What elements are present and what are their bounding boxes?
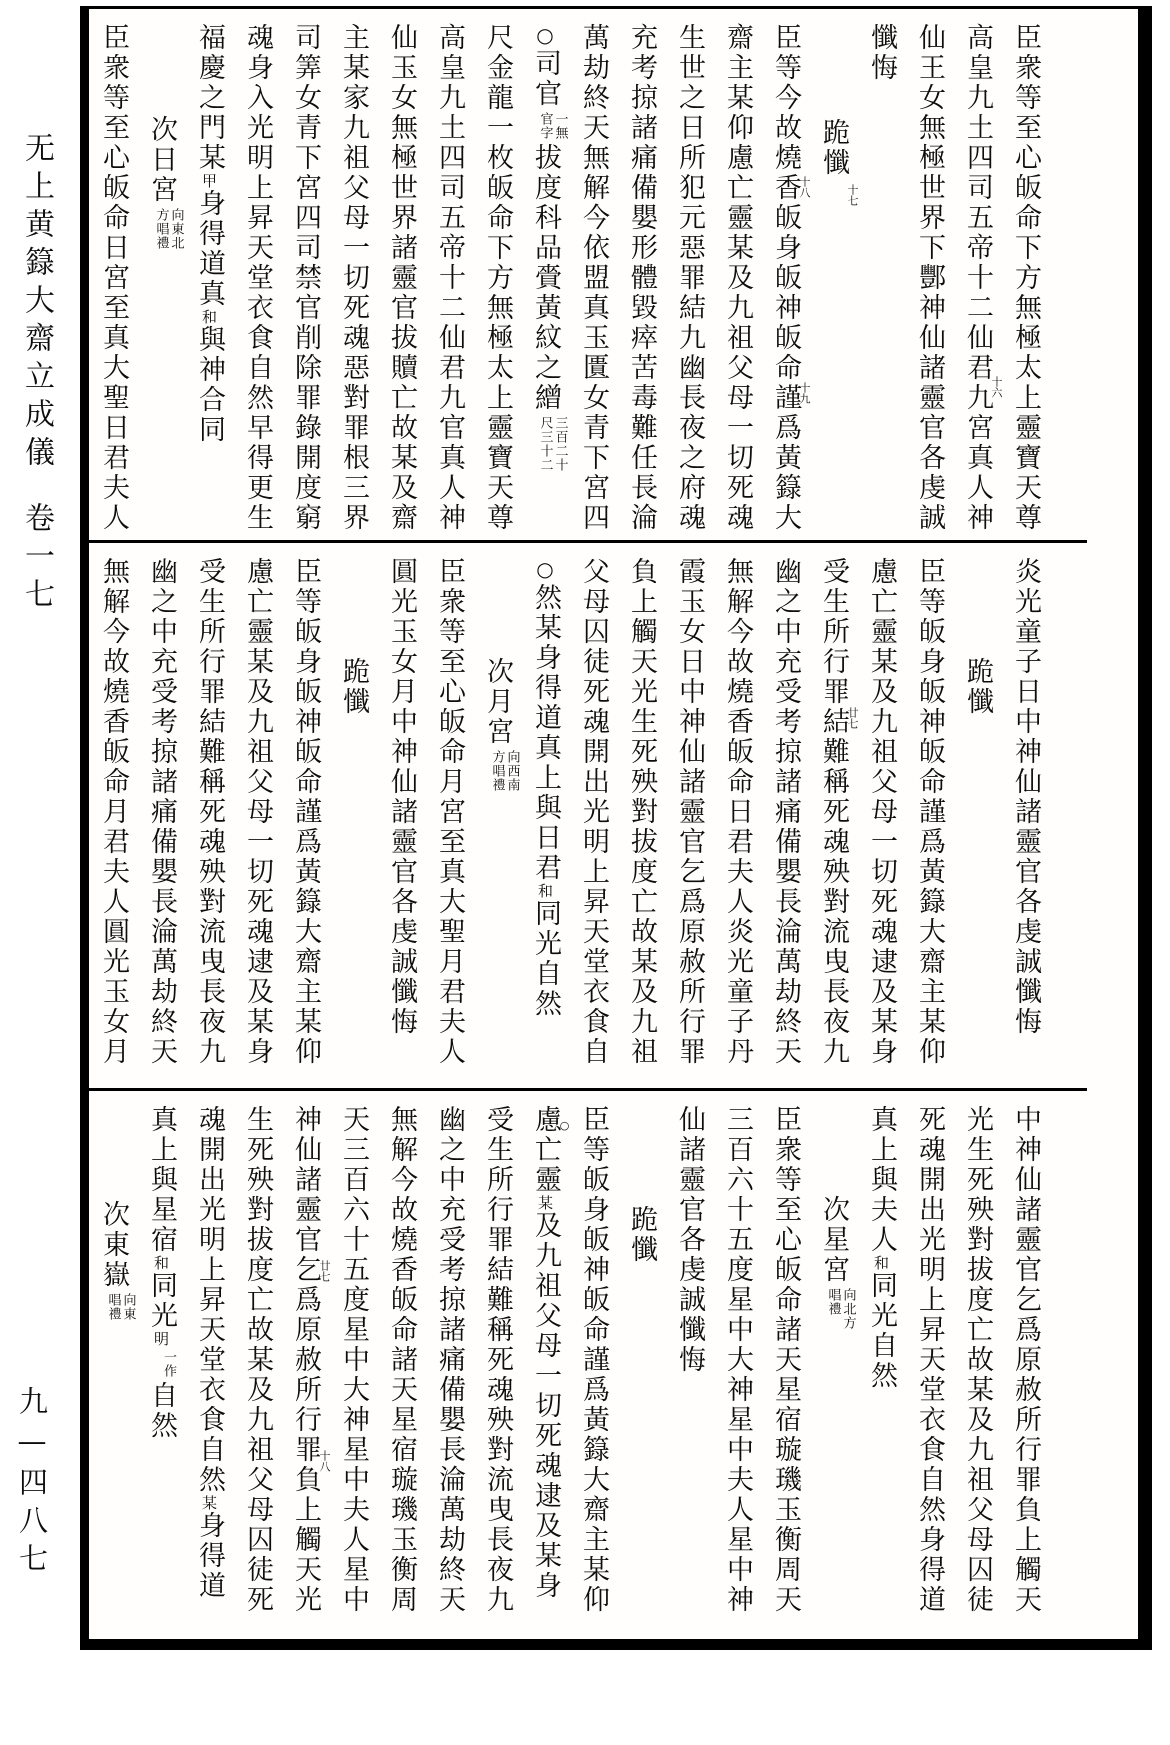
column-text: 中神仙諸靈官乞爲原赦所行罪負上觸天 [1010,1105,1041,1615]
column-text: 跪懺 [818,118,849,178]
column-text: 懺悔 [866,23,897,83]
column-text: 甲 [200,173,218,189]
text-column [89,1105,137,1638]
column-text: 慮亡靈某及九祖父母一切死魂逮及某身 [866,557,897,1067]
page-number: 九—四八七 [15,1386,49,1581]
text-column [905,557,953,1088]
column-text: 臣衆等至心皈命月宮至真大聖月君夫人 [434,557,465,1067]
column-text: 身得道 [194,1511,225,1601]
interlinear-note: 一無 官字 [537,112,568,140]
text-column [233,23,281,540]
column-text: 無解今故燒香皈命月君夫人圓光玉女月 [98,557,129,1067]
text-column [809,1105,857,1638]
text-column [857,557,905,1088]
text-column [905,1105,953,1638]
text-column [569,557,617,1088]
text-column [665,557,713,1088]
interlinear-note: 向東 唱禮 [105,1293,136,1321]
interlinear-note: 一作 [161,1350,176,1378]
text-column [473,1105,521,1638]
text-column [281,23,329,540]
collation-mark: 廿七 [318,1260,331,1282]
text-column [521,557,569,1088]
text-column [233,1105,281,1638]
column-text: 仙王女無極世界下酆神仙諸靈官各虔誠 [914,23,945,533]
column-text: 幽之中充受考掠諸痛備嬰長淪萬劫終天 [770,557,801,1067]
text-column [809,23,857,540]
column-text: 某 [536,1195,554,1211]
column-text: 生世之日所犯元惡罪結九幽長夜之府魂 [674,23,705,533]
column-text: 臣等皈身皈神皈命謹爲黃籙大齋主某仰 [578,1105,609,1615]
text-column [377,1105,425,1638]
volume-label: 卷一七 [19,502,54,616]
collation-mark: 十七 [846,184,859,206]
column-text: 仙玉女無極世界諸靈官拔贖亡故某及齋 [386,23,417,533]
column-text: 無解今故燒香皈命諸天星宿璇璣玉衡周 [386,1105,417,1615]
column-text: 高皇九土四司五帝十二仙君九官真人神 [434,23,465,533]
text-section-bottom [89,1091,1087,1638]
text-column [953,1105,1001,1638]
interlinear-note: 三百二十 尺三十二 [537,416,568,472]
column-text: 跪懺 [626,1205,657,1265]
book-spine-title [14,132,58,616]
text-column [329,23,377,540]
column-text: 魂身入光明上昇天堂衣食自然早得更生 [242,23,273,533]
column-text: 光生死殃對拔度亡故某及九祖父母囚徒 [962,1105,993,1615]
text-column [713,1105,761,1638]
column-text: 同光自然 [530,899,561,1019]
column-text: 慮亡靈某及九祖父母一切死魂逮及某身 [242,557,273,1067]
column-text: 與神合同 [194,325,225,445]
text-column [617,1105,665,1638]
column-text: 臣衆等至心皈命日宮至真大聖日君夫人 [98,23,129,533]
text-column [329,1105,377,1638]
column-text: 天三百六十五度星中大神星中夫人星中 [338,1105,369,1615]
text-column [761,1105,809,1638]
text-column [761,557,809,1088]
column-text: 慮亡靈 [530,1105,561,1195]
column-text: 和 [536,883,554,899]
column-text: 跪懺 [962,657,993,717]
text-column [617,557,665,1088]
text-column [857,23,905,540]
column-text: 真上與星宿 [146,1105,177,1255]
text-column [137,1105,185,1638]
column-text: 炎光童子日中神仙諸靈官各虔誠懺悔 [1010,557,1041,1037]
text-column [761,23,809,540]
column-text: 身得道真 [194,189,225,309]
column-text: 和 [200,309,218,325]
text-column [569,1105,617,1638]
column-text: 福慶之門某 [194,23,225,173]
interlinear-note: 向東北 方唱禮 [153,208,184,250]
text-column [953,23,1001,540]
column-text: 仙諸靈官各虔誠懺悔 [674,1105,705,1375]
column-text: 和 [152,1255,170,1271]
column-text: 某 [200,1495,218,1511]
column-text: 幽之中充受考掠諸痛備嬰長淪萬劫終天 [434,1105,465,1615]
collation-mark: ○ [558,1119,571,1132]
column-text: 魂開出光明上昇天堂衣食自然 [194,1105,225,1495]
column-text: 司官 [530,49,561,109]
text-column [89,23,137,540]
text-column [281,557,329,1088]
text-column [617,23,665,540]
text-column [665,23,713,540]
text-column [905,23,953,540]
text-column [1001,23,1049,540]
text-column [89,557,137,1088]
text-column [521,1105,569,1638]
text-column [953,557,1001,1088]
column-text: 三百六十五度星中大神星中夫人星中神 [722,1105,753,1615]
collation-mark: 十九 [798,382,811,404]
text-column [857,1105,905,1638]
text-column [665,1105,713,1638]
text-column [809,557,857,1088]
book-title: 无上黄籙大齋立成儀 [19,132,54,474]
column-text: 次東嶽 [98,1200,129,1290]
column-text: 同光自然 [866,1271,897,1391]
column-text: 同光 [146,1271,177,1331]
collation-mark: 十八 [798,176,811,198]
text-column [185,1105,233,1638]
column-text: 充考掠諸痛備嬰形體毀瘁苦毒難任長淪 [626,23,657,533]
text-column [1001,1105,1049,1638]
column-text: 神仙諸靈官乞爲原赦所行罪負上觸天光 [290,1105,321,1615]
column-text: 臣衆等至心皈命下方無極太上靈寶天尊 [1010,23,1041,533]
column-text: 父母囚徒死魂開出光明上昇天堂衣食自 [578,557,609,1067]
text-column [137,557,185,1088]
column-text: 真上與夫人 [866,1105,897,1255]
column-text: 死魂開出光明上昇天堂衣食自然身得道 [914,1105,945,1615]
passage-divider-circle: ○ [533,23,557,49]
passage-divider-circle: ○ [533,557,557,583]
column-text: 主某家九祖父母一切死魂惡對罪根三界 [338,23,369,533]
column-text: 次星宮 [818,1195,849,1285]
column-text: 幽之中充受考掠諸痛備嬰長淪萬劫終天 [146,557,177,1067]
column-text: 次日宮 [146,115,177,205]
column-text: 霞玉女日中神仙諸靈官乞爲原赦所行罪 [674,557,705,1067]
text-column [233,557,281,1088]
column-text: 受生所行罪結難稱死魂殃對流曳長夜九 [482,1105,513,1615]
column-text: 明 [152,1331,170,1347]
column-text: 齋主某仰慮亡靈某及九祖父母一切死魂 [722,23,753,533]
text-section-top [89,9,1087,543]
text-section-middle [89,543,1087,1091]
column-text: 自然 [146,1381,177,1441]
text-column [713,23,761,540]
column-text: 次月宮 [482,657,513,747]
column-text: 受生所行罪結難稱死魂殃對流曳長夜九 [194,557,225,1067]
column-text: 臣等今故燒香皈身皈神皈命謹爲黃籙大 [770,23,801,533]
column-text: 然某身得道真上與日君 [530,583,561,883]
text-column [425,557,473,1088]
interlinear-note: 向北方 唱禮 [825,1288,856,1330]
column-text: 萬劫終天無解今依盟真玉匱女青下宮四 [578,23,609,533]
collation-mark: 十八 [318,1450,331,1472]
column-text: 尺金龍一枚皈命下方無極太上靈寶天尊 [482,23,513,533]
text-column [713,557,761,1088]
column-text: 高皇九土四司五帝十二仙君九宮真人神 [962,23,993,533]
column-text: 受生所行罪結難稱死魂殃對流曳長夜九 [818,557,849,1067]
collation-mark: 十六 [990,376,1003,398]
page-frame [80,6,1152,1650]
column-text: 負上觸天光生死殃對拔度亡故某及九祖 [626,557,657,1067]
column-text: 臣等皈身皈神皈命謹爲黃籙大齋主某仰 [914,557,945,1067]
text-column [377,23,425,540]
text-column [185,557,233,1088]
text-column [329,557,377,1088]
column-text: 臣等皈身皈神皈命謹爲黃籙大齋主某仰 [290,557,321,1067]
column-text: 圓光玉女月中神仙諸靈官各虔誠懺悔 [386,557,417,1037]
text-column [281,1105,329,1638]
text-column [377,557,425,1088]
column-text: 和 [872,1255,890,1271]
column-text: 及九祖父母一切死魂逮及某身 [530,1211,561,1601]
text-column [137,23,185,540]
interlinear-note: 向西南 方唱禮 [489,750,520,792]
text-column [185,23,233,540]
text-column [425,23,473,540]
column-text: 生死殃對拔度亡故某及九祖父母囚徒死 [242,1105,273,1615]
column-text: 臣衆等至心皈命諸天星宿璇璣玉衡周天 [770,1105,801,1615]
text-column [425,1105,473,1638]
text-column [521,23,569,540]
text-column [1001,557,1049,1088]
text-column [473,23,521,540]
column-text: 拔度科品賫黃紋之繒 [530,143,561,413]
text-column [569,23,617,540]
collation-mark: 廿七 [846,707,859,729]
column-text: 司筭女青下宮四司禁官削除罪錄開度窮 [290,23,321,533]
column-text: 跪懺 [338,657,369,717]
text-column [473,557,521,1088]
column-text: 無解今故燒香皈命日君夫人炎光童子丹 [722,557,753,1067]
